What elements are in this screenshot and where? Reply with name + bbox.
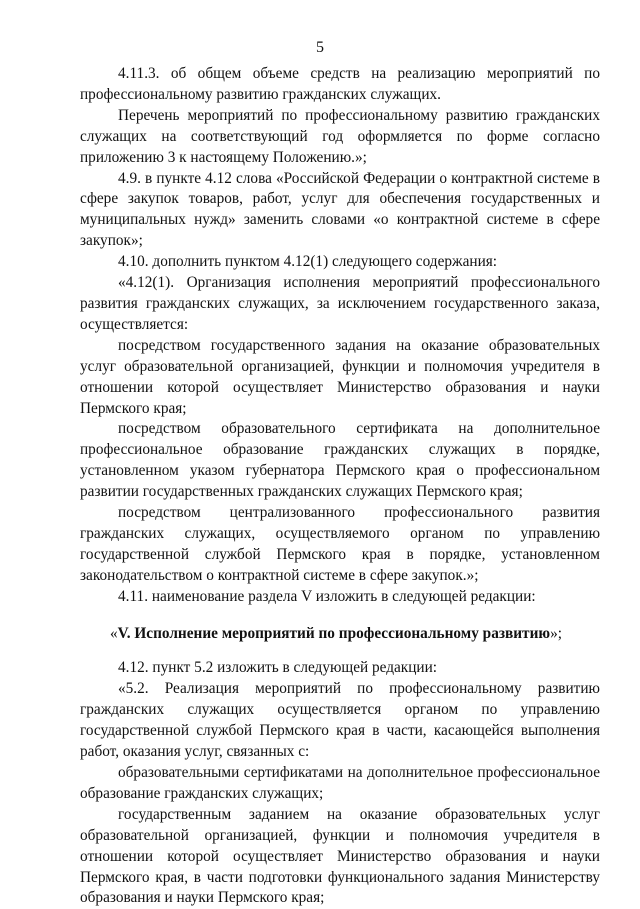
paragraph-certificates: образовательными сертификатами на дополнительное профессиональное образование гражданских служащих; bbox=[80, 764, 600, 802]
paragraph-4-9: 4.9. в пункте 4.12 слова «Российской Федерации о контрактной системе в сфере закупок товаров, работ, услуг для обеспечения государственных и муниципальных нужд» заменить словами «о контрактной системе в сфере закупок»; bbox=[80, 169, 600, 250]
paragraph-education-certificate: посредством образовательного сертификата на дополнительное профессиональное образование гражданских служащих в порядке, установленном указом губернатора Пермского края о профессиональном развитии государственных гражданских служащих Пермского края; bbox=[80, 420, 600, 501]
paragraph-4-11-3: 4.11.3. об общем объеме средств на реализацию мероприятий по профессиональному развитию гражданских служащих. bbox=[80, 65, 600, 103]
paragraph-4-10: 4.10. дополнить пунктом 4.12(1) следующего содержания: bbox=[118, 253, 498, 271]
document-body bbox=[80, 64, 600, 909]
paragraph-centralized-development: посредством централизованного профессионального развития гражданских служащих, осуществляемого органом по управлению государственной службой Пермского края в порядке, установленном законодательством о контрактной системе в сфере закупок.»; bbox=[80, 504, 600, 584]
paragraph-5-2: «5.2. Реализация мероприятий по профессиональному развитию гражданских служащих осуществляется органом по управлению государственной службой Пермского края в части, касающейся выполнения работ, оказания услуг, связанных с: bbox=[80, 680, 600, 761]
paragraph-events-list: Перечень мероприятий по профессиональному развитию гражданских служащих на соответствующий год оформляется по форме согласно приложению 3 к настоящему Положению.»; bbox=[80, 106, 600, 166]
paragraph-4-12: 4.12. пункт 5.2 изложить в следующей редакции: bbox=[118, 659, 438, 677]
heading-title: V. Исполнение мероприятий по профессиональному развитию bbox=[117, 624, 551, 642]
section-heading bbox=[80, 624, 600, 645]
paragraph-4-11: 4.11. наименование раздела V изложить в следующей редакции: bbox=[118, 587, 536, 605]
heading-close-quote: »; bbox=[550, 624, 562, 642]
paragraph-state-assignment-2: государственным заданием на оказание образовательных услуг образовательной организацией, функции и полномочия учредителя в отношении которой осуществляет Министерство образования и науки Пермского края, в части подготовки функционального задания Министерству образования и науки Пермского края; bbox=[80, 805, 600, 907]
heading-open-quote: « bbox=[110, 624, 118, 642]
paragraph-4-12-1: «4.12(1). Организация исполнения мероприятий профессионального развития гражданских служащих, за исключением государственного заказа, осуществляется: bbox=[80, 274, 600, 333]
paragraph-state-assignment: посредством государственного задания на оказание образовательных услуг образовательной организацией, функции и полномочия учредителя в отношении которой осуществляет Министерство образования и науки Пермского края; bbox=[80, 336, 600, 417]
page-number: 5 bbox=[316, 39, 324, 56]
